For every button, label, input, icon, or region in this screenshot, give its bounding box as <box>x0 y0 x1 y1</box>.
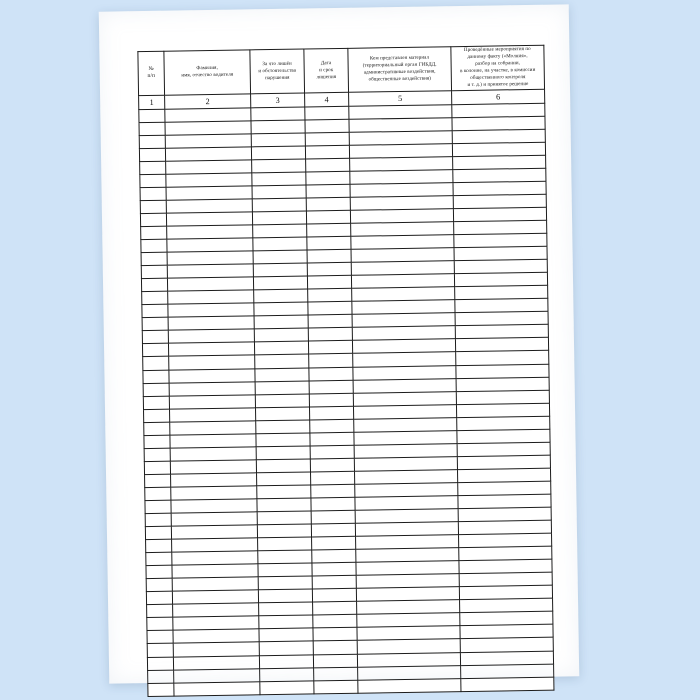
table-cell[interactable] <box>145 474 171 487</box>
column-header-6 <box>451 45 545 90</box>
table-cell[interactable] <box>141 226 167 239</box>
table-cell[interactable] <box>139 148 165 161</box>
table-cell[interactable] <box>143 357 169 370</box>
column-header-3-line-3: нарушения <box>265 75 290 81</box>
column-header-6-line-4: в колонне, на участке, в комиссии <box>460 68 536 75</box>
table-cell[interactable] <box>147 644 173 657</box>
table-cell[interactable] <box>255 354 309 368</box>
table-cell[interactable] <box>172 564 258 578</box>
table-cell[interactable] <box>255 394 309 408</box>
table-body <box>139 103 554 696</box>
table-cell[interactable] <box>145 500 171 513</box>
table-cell[interactable] <box>310 432 354 446</box>
table-cell[interactable] <box>254 328 308 342</box>
table-cell[interactable] <box>314 680 358 694</box>
table-cell[interactable] <box>142 331 168 344</box>
sheet-content-area <box>137 45 552 651</box>
column-header-3-line-1: За что лишён <box>262 61 292 67</box>
table-cell[interactable] <box>142 291 168 304</box>
table-cell[interactable] <box>305 106 349 120</box>
table-cell[interactable] <box>461 677 554 692</box>
table-cell[interactable] <box>254 315 308 329</box>
table-cell[interactable] <box>310 445 354 459</box>
table-cell[interactable] <box>166 173 252 187</box>
table-cell[interactable] <box>259 628 313 642</box>
column-number-3: 3 <box>251 93 305 108</box>
table-cell[interactable] <box>147 604 173 617</box>
table-cell[interactable] <box>313 654 357 668</box>
table-cell[interactable] <box>167 238 253 252</box>
table-cell[interactable] <box>166 160 252 174</box>
table-cell[interactable] <box>252 211 306 225</box>
table-cell[interactable] <box>146 578 172 591</box>
table-cell[interactable] <box>252 185 306 199</box>
table-cell[interactable] <box>259 654 313 668</box>
table-cell[interactable] <box>167 251 253 265</box>
table-cell[interactable] <box>308 328 352 342</box>
table-cell[interactable] <box>255 367 309 381</box>
table-cell[interactable] <box>309 393 353 407</box>
table-cell[interactable] <box>256 459 310 473</box>
table-cell[interactable] <box>145 526 171 539</box>
column-header-5-line-1: Кем представлен материал <box>369 55 430 62</box>
table-cell[interactable] <box>305 145 349 159</box>
table-cell[interactable] <box>256 433 310 447</box>
table-cell[interactable] <box>312 562 356 576</box>
table-cell[interactable] <box>147 631 173 644</box>
column-number-1: 1 <box>139 95 165 109</box>
column-header-3-line-2: и обстоятельства <box>258 68 297 74</box>
table-cell[interactable] <box>169 394 255 408</box>
table-cell[interactable] <box>141 252 167 265</box>
table-cell[interactable] <box>308 302 352 316</box>
table-cell[interactable] <box>141 265 167 278</box>
table-cell[interactable] <box>309 354 353 368</box>
table-cell[interactable] <box>313 602 357 616</box>
table-cell[interactable] <box>313 628 357 642</box>
table-cell[interactable] <box>174 681 260 695</box>
column-header-5-line-2: (территориальный орган ГИБДД, <box>362 62 437 69</box>
table-cell[interactable] <box>171 486 257 500</box>
table-cell[interactable] <box>170 421 256 435</box>
table-cell[interactable] <box>309 380 353 394</box>
table-cell[interactable] <box>144 422 170 435</box>
table-cell[interactable] <box>165 107 251 121</box>
table-cell[interactable] <box>143 370 169 383</box>
table-cell[interactable] <box>170 434 256 448</box>
table-cell[interactable] <box>253 250 307 264</box>
table-cell[interactable] <box>306 184 350 198</box>
table-cell[interactable] <box>139 135 165 148</box>
table-cell[interactable] <box>310 458 354 472</box>
table-cell[interactable] <box>258 563 312 577</box>
table-header <box>138 45 545 109</box>
table-cell[interactable] <box>142 344 168 357</box>
table-cell[interactable] <box>313 615 357 629</box>
table-cell[interactable] <box>311 497 355 511</box>
table-cell[interactable] <box>256 446 310 460</box>
table-cell[interactable] <box>172 538 258 552</box>
table-cell[interactable] <box>148 670 174 683</box>
table-cell[interactable] <box>167 277 253 291</box>
table-cell[interactable] <box>142 304 168 317</box>
table-cell[interactable] <box>314 667 358 681</box>
table-cell[interactable] <box>257 472 311 486</box>
column-header-1-line-2: п/п <box>147 73 156 80</box>
column-header-6-line-6: и т. д.) и принятое решение <box>467 82 529 89</box>
table-cell[interactable] <box>313 641 357 655</box>
table-cell[interactable] <box>171 512 257 526</box>
table-cell[interactable] <box>312 549 356 563</box>
table-cell[interactable] <box>172 577 258 591</box>
table-cell[interactable] <box>309 367 353 381</box>
table-cell[interactable] <box>306 158 350 172</box>
table-cell[interactable] <box>251 107 305 121</box>
table-cell[interactable] <box>251 133 305 147</box>
table-cell[interactable] <box>144 409 170 422</box>
table-cell[interactable] <box>254 302 308 316</box>
table-cell[interactable] <box>141 278 167 291</box>
table-cell[interactable] <box>168 290 254 304</box>
table-cell[interactable] <box>311 523 355 537</box>
table-cell[interactable] <box>143 383 169 396</box>
table-cell[interactable] <box>173 616 259 630</box>
table-cell[interactable] <box>259 602 313 616</box>
table-cell[interactable] <box>308 341 352 355</box>
table-cell[interactable] <box>174 668 260 682</box>
column-header-5 <box>348 47 452 92</box>
table-cell[interactable] <box>145 513 171 526</box>
table-cell[interactable] <box>165 120 251 134</box>
table-cell[interactable] <box>308 315 352 329</box>
table-cell[interactable] <box>173 629 259 643</box>
column-header-6-line-5: общественного контроля <box>470 75 526 82</box>
table-cell[interactable] <box>258 576 312 590</box>
table-cell[interactable] <box>144 461 170 474</box>
table-cell[interactable] <box>252 159 306 173</box>
column-header-4-line-2: и срок <box>319 67 334 74</box>
table-cell[interactable] <box>145 487 171 500</box>
table-cell[interactable] <box>257 511 311 525</box>
table-cell[interactable] <box>258 537 312 551</box>
table-cell[interactable] <box>144 435 170 448</box>
table-cell[interactable] <box>256 420 310 434</box>
table-cell[interactable] <box>147 618 173 631</box>
table-cell[interactable] <box>257 524 311 538</box>
table-cell[interactable] <box>254 289 308 303</box>
table-cell[interactable] <box>253 276 307 290</box>
table-cell[interactable] <box>166 199 252 213</box>
table-cell[interactable] <box>253 237 307 251</box>
column-header-3 <box>250 49 305 93</box>
table-cell[interactable] <box>312 589 356 603</box>
table-cell[interactable] <box>170 447 256 461</box>
column-header-1-line-1: № <box>148 65 154 72</box>
table-cell[interactable] <box>258 589 312 603</box>
table-cell[interactable] <box>171 525 257 539</box>
table-cell[interactable] <box>311 484 355 498</box>
table-cell[interactable] <box>172 551 258 565</box>
table-cell[interactable] <box>307 262 351 276</box>
table-cell[interactable] <box>147 657 173 670</box>
table-cell[interactable] <box>171 499 257 513</box>
table-cell[interactable] <box>259 641 313 655</box>
column-number-5: 5 <box>349 90 452 106</box>
table-cell[interactable] <box>312 576 356 590</box>
table-cell[interactable] <box>306 171 350 185</box>
table-cell[interactable] <box>168 303 254 317</box>
table-cell[interactable] <box>258 550 312 564</box>
table-cell[interactable] <box>169 381 255 395</box>
column-number-2: 2 <box>165 93 251 108</box>
column-header-5-line-4: общественные воздействия) <box>368 76 432 83</box>
table-cell[interactable] <box>259 615 313 629</box>
table-cell[interactable] <box>310 419 354 433</box>
table-cell[interactable] <box>139 122 165 135</box>
table-cell[interactable] <box>142 317 168 330</box>
column-header-2-line-1: Фамилия, <box>196 66 218 72</box>
table-cell[interactable] <box>254 341 308 355</box>
table-cell[interactable] <box>252 198 306 212</box>
column-number-4: 4 <box>305 92 349 107</box>
table-cell[interactable] <box>257 498 311 512</box>
violations-register-table <box>137 45 554 697</box>
table-cell[interactable] <box>166 186 252 200</box>
table-cell[interactable] <box>141 239 167 252</box>
table-header-row <box>138 45 545 95</box>
column-header-2-line-2: имя, отчество водителя <box>181 72 234 79</box>
table-cell[interactable] <box>143 396 169 409</box>
table-cell[interactable] <box>260 668 314 682</box>
column-header-6-line-3: разбор на собрании, <box>475 61 521 68</box>
column-header-4-line-1: Дата <box>320 60 332 66</box>
paper-sheet <box>99 4 579 683</box>
column-header-6-line-2: данному факту («Молния», <box>467 54 528 61</box>
table-cell[interactable] <box>173 655 259 669</box>
table-cell[interactable] <box>146 539 172 552</box>
table-cell[interactable] <box>307 236 351 250</box>
table-cell[interactable] <box>312 536 356 550</box>
column-header-1 <box>138 51 165 95</box>
table-cell[interactable] <box>307 249 351 263</box>
column-header-6-line-1: Проведённые мероприятия по <box>463 46 531 53</box>
table-cell[interactable] <box>307 223 351 237</box>
table-cell[interactable] <box>253 263 307 277</box>
table-cell[interactable] <box>144 448 170 461</box>
table-cell[interactable] <box>146 565 172 578</box>
table-cell[interactable] <box>165 147 251 161</box>
table-cell[interactable] <box>311 471 355 485</box>
table-cell[interactable] <box>255 381 309 395</box>
table-cell[interactable] <box>257 485 311 499</box>
table-cell[interactable] <box>140 187 166 200</box>
column-header-4 <box>304 48 349 92</box>
table-cell[interactable] <box>148 683 174 696</box>
table-cell[interactable] <box>169 407 255 421</box>
table-cell[interactable] <box>260 681 314 695</box>
table-cell[interactable] <box>251 146 305 160</box>
table-cell[interactable] <box>140 200 166 213</box>
table-cell[interactable] <box>251 120 305 134</box>
column-header-2 <box>164 50 251 95</box>
table-cell[interactable] <box>358 678 461 693</box>
column-number-6: 6 <box>452 89 545 104</box>
table-cell[interactable] <box>305 132 349 146</box>
column-header-5-line-3: административные воздействия, <box>363 69 436 76</box>
table-cell[interactable] <box>173 642 259 656</box>
table-cell[interactable] <box>140 161 166 174</box>
table-cell[interactable] <box>307 275 351 289</box>
table-cell[interactable] <box>167 264 253 278</box>
table-cell[interactable] <box>146 552 172 565</box>
table-cell[interactable] <box>309 406 353 420</box>
table-cell[interactable] <box>146 591 172 604</box>
table-cell[interactable] <box>311 510 355 524</box>
table-cell[interactable] <box>308 289 352 303</box>
table-cell[interactable] <box>305 119 349 133</box>
table-cell[interactable] <box>306 197 350 211</box>
table-cell[interactable] <box>306 210 350 224</box>
table-cell[interactable] <box>169 368 255 382</box>
table-cell[interactable] <box>255 407 309 421</box>
table-cell[interactable] <box>139 109 165 122</box>
column-header-4-line-3: лишения <box>316 74 337 81</box>
table-cell[interactable] <box>168 316 254 330</box>
table-cell[interactable] <box>140 213 166 226</box>
table-cell[interactable] <box>140 174 166 187</box>
table-cell[interactable] <box>252 172 306 186</box>
table-cell[interactable] <box>253 224 307 238</box>
table-cell[interactable] <box>165 134 251 148</box>
